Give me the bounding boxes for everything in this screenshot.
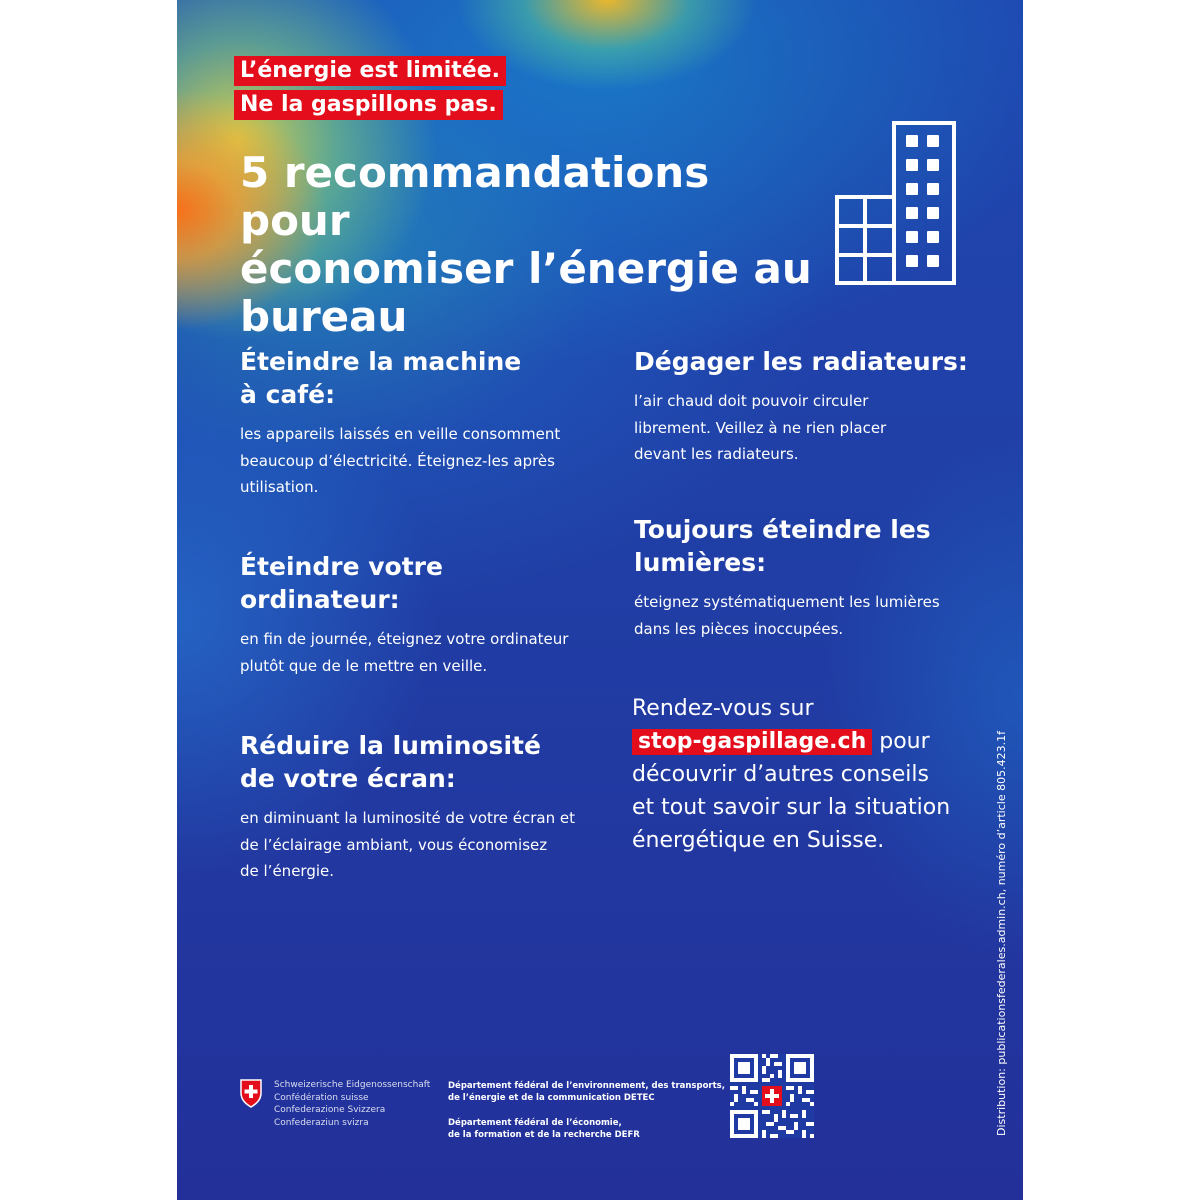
stop-gaspillage-link[interactable]: stop-gaspillage.ch (632, 729, 872, 755)
recommendation-computer (240, 550, 600, 679)
poster (177, 0, 1023, 1200)
recommendation-body: éteignez systématiquement les lumières dans les pièces inoccupées. (634, 593, 940, 638)
recommendation-lights (634, 513, 974, 642)
cta-line: Rendez-vous sur (632, 696, 814, 721)
distribution-note: Distribution: publicationsfederales.admin.ch, numéro d’article 805.423.1f (995, 731, 1008, 1136)
recommendation-body: les appareils laissés en veille consomment beaucoup d’électricité. Éteignez-les après utilisation. (240, 425, 561, 496)
recommendation-body: en diminuant la luminosité de votre écran et de l’éclairage ambiant, vous économisez de l’énergie. (240, 809, 575, 880)
cta-line: énergétique en Suisse. (632, 828, 885, 853)
cta-line: et tout savoir sur la situation (632, 795, 951, 820)
recommendation-title: Réduire la luminosité de votre écran: (240, 731, 541, 793)
office-building-icon (834, 120, 958, 286)
swiss-cross-icon (239, 1079, 263, 1108)
page-title: 5 recommandations pour économiser l’énergie au bureau (240, 148, 812, 341)
recommendation-radiators (634, 345, 974, 468)
cta-after-link: pour (872, 729, 930, 754)
recommendation-title: Toujours éteindre les lumières: (634, 515, 931, 577)
recommendation-screen-brightness (240, 729, 600, 885)
call-to-action (632, 692, 992, 857)
confederation-names: Schweizerische Eidgenossenschaft Confédération suisse Confederazione Svizzera Confederaziun svizra (274, 1080, 431, 1128)
tag-no-waste: Ne la gaspillons pas. (234, 90, 503, 120)
recommendation-body: l’air chaud doit pouvoir circuler librement. Veillez à ne rien placer devant les radiateurs. (634, 392, 887, 463)
tag-energy-limited: L’énergie est limitée. (234, 56, 506, 86)
recommendation-title: Éteindre votre ordinateur: (240, 552, 443, 614)
recommendation-coffee-machine (240, 345, 600, 501)
recommendation-title: Dégager les radiateurs: (634, 347, 968, 376)
qr-code[interactable] (730, 1054, 814, 1138)
recommendation-title: Éteindre la machine à café: (240, 347, 522, 409)
header-tag-group (234, 56, 506, 120)
cta-line: découvrir d’autres conseils (632, 762, 929, 787)
department-detec: Département fédéral de l’environnement, des transports, de l’énergie et de la communication DETEC (448, 1081, 725, 1103)
recommendation-body: en fin de journée, éteignez votre ordinateur plutôt que de le mettre en veille. (240, 630, 569, 675)
cta-link-line (632, 725, 992, 758)
department-defr: Département fédéral de l’économie, de la formation et de la recherche DEFR (448, 1118, 640, 1140)
